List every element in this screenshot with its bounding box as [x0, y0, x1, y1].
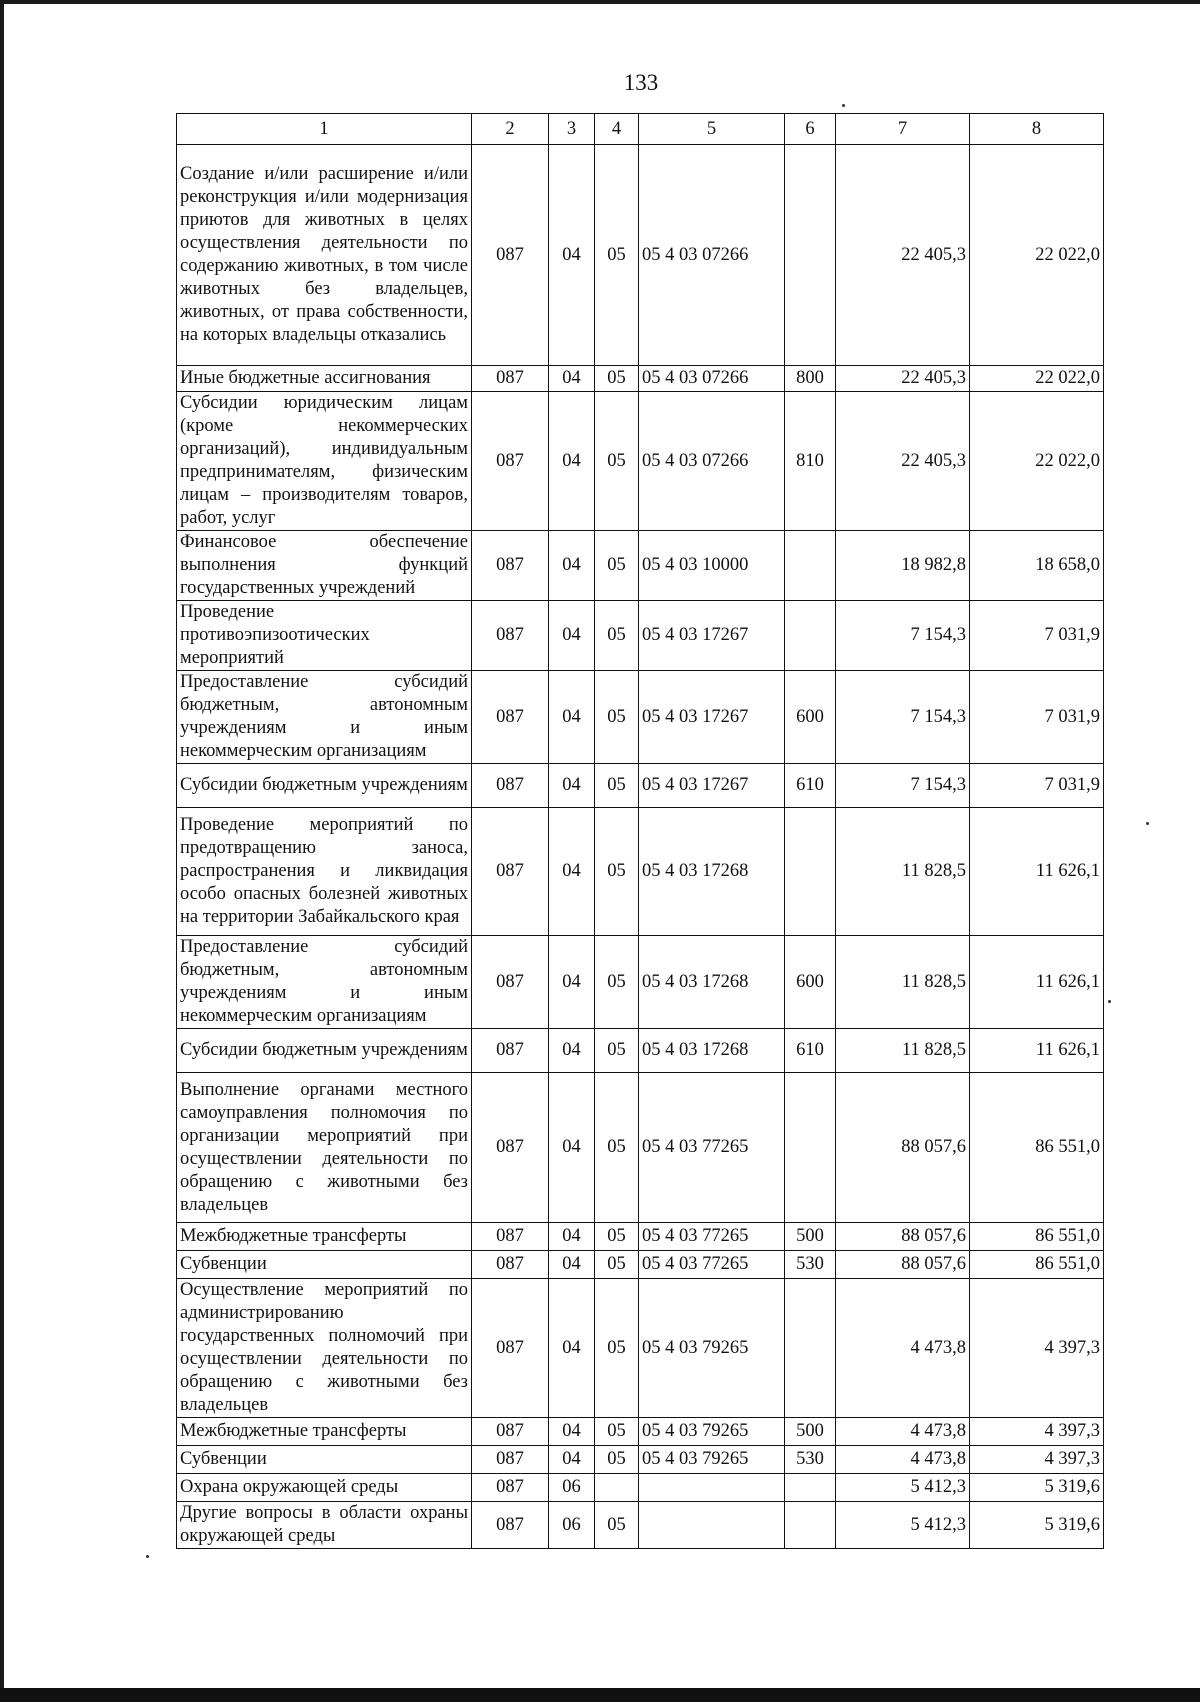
row-subsection-code: 05: [595, 1251, 639, 1279]
table-row: [177, 1279, 1104, 1418]
row-name: Субсидии юридическим лицам (кроме некоммерческих организаций), индивидуальным предпринимателям, физическим лицам – производителям товаров, работ, услуг: [177, 392, 472, 531]
header-cell-5: 5: [639, 114, 785, 145]
row-amount-year2: 11 626,1: [970, 936, 1104, 1029]
row-amount-year2: 18 658,0: [970, 531, 1104, 601]
row-expense-type: [785, 601, 836, 671]
row-amount-year1: 7 154,3: [836, 671, 970, 764]
table-body: [177, 114, 1104, 1549]
row-amount-year2: 7 031,9: [970, 601, 1104, 671]
row-amount-year2: 4 397,3: [970, 1446, 1104, 1474]
row-expense-type: [785, 1073, 836, 1223]
table-row: [177, 366, 1104, 392]
row-target-article: 05 4 03 77265: [639, 1073, 785, 1223]
row-target-article: 05 4 03 17268: [639, 936, 785, 1029]
row-amount-year1: 11 828,5: [836, 936, 970, 1029]
row-subsection-code: 05: [595, 601, 639, 671]
row-expense-type: [785, 808, 836, 936]
row-section-code: 04: [549, 1223, 595, 1251]
table-row: [177, 1251, 1104, 1279]
row-subsection-code: 05: [595, 808, 639, 936]
row-subsection-code: 05: [595, 145, 639, 366]
table-row: [177, 601, 1104, 671]
row-grbs-code: 087: [472, 764, 549, 808]
row-expense-type: 800: [785, 366, 836, 392]
row-section-code: 04: [549, 1418, 595, 1446]
row-name: Субвенции: [177, 1446, 472, 1474]
table-header-row: [177, 114, 1104, 145]
row-expense-type: 810: [785, 392, 836, 531]
row-grbs-code: 087: [472, 1474, 549, 1502]
header-cell-2: 2: [472, 114, 549, 145]
row-amount-year1: 5 412,3: [836, 1474, 970, 1502]
row-subsection-code: 05: [595, 1418, 639, 1446]
row-subsection-code: 05: [595, 1029, 639, 1073]
row-amount-year2: 11 626,1: [970, 808, 1104, 936]
row-expense-type: 500: [785, 1223, 836, 1251]
table-row: [177, 1223, 1104, 1251]
row-expense-type: 530: [785, 1251, 836, 1279]
row-grbs-code: 087: [472, 1223, 549, 1251]
row-grbs-code: 087: [472, 808, 549, 936]
row-expense-type: [785, 1279, 836, 1418]
scan-border-bottom: [0, 1688, 1200, 1702]
row-section-code: 04: [549, 392, 595, 531]
row-subsection-code: 05: [595, 1279, 639, 1418]
scan-speck: [1146, 822, 1149, 825]
row-grbs-code: 087: [472, 1029, 549, 1073]
row-name: Выполнение органами местного самоуправления полномочия по организации мероприятий при осуществлении деятельности по обращению с животными без владельцев: [177, 1073, 472, 1223]
scan-speck: [1108, 1000, 1111, 1003]
row-expense-type: 610: [785, 1029, 836, 1073]
row-section-code: 04: [549, 764, 595, 808]
row-name: Иные бюджетные ассигнования: [177, 366, 472, 392]
row-subsection-code: 05: [595, 1446, 639, 1474]
row-name: Другие вопросы в области охраны окружающей среды: [177, 1502, 472, 1549]
header-cell-1: 1: [177, 114, 472, 145]
row-name: Финансовое обеспечение выполнения функций государственных учреждений: [177, 531, 472, 601]
row-grbs-code: 087: [472, 671, 549, 764]
row-section-code: 04: [549, 936, 595, 1029]
row-name: Проведение противоэпизоотических мероприятий: [177, 601, 472, 671]
row-target-article: 05 4 03 77265: [639, 1251, 785, 1279]
row-section-code: 04: [549, 145, 595, 366]
row-subsection-code: 05: [595, 366, 639, 392]
scan-speck: [842, 104, 845, 107]
row-expense-type: 530: [785, 1446, 836, 1474]
budget-table: [176, 113, 1104, 1549]
row-section-code: 04: [549, 1029, 595, 1073]
row-section-code: 04: [549, 1073, 595, 1223]
row-amount-year1: 22 405,3: [836, 392, 970, 531]
row-subsection-code: 05: [595, 1502, 639, 1549]
table-row: [177, 764, 1104, 808]
table-row: [177, 1029, 1104, 1073]
header-cell-7: 7: [836, 114, 970, 145]
scan-speck: [146, 1555, 149, 1558]
row-grbs-code: 087: [472, 936, 549, 1029]
row-target-article: 05 4 03 10000: [639, 531, 785, 601]
row-grbs-code: 087: [472, 1502, 549, 1549]
row-target-article: 05 4 03 17267: [639, 601, 785, 671]
page-number: 133: [623, 70, 659, 95]
row-target-article: 05 4 03 79265: [639, 1279, 785, 1418]
row-name: Субсидии бюджетным учреждениям: [177, 1029, 472, 1073]
row-subsection-code: 05: [595, 392, 639, 531]
row-amount-year1: 11 828,5: [836, 1029, 970, 1073]
scan-border-left: [0, 0, 4, 1702]
row-expense-type: [785, 1474, 836, 1502]
row-grbs-code: 087: [472, 1251, 549, 1279]
row-amount-year1: 4 473,8: [836, 1279, 970, 1418]
row-subsection-code: 05: [595, 764, 639, 808]
row-amount-year1: 11 828,5: [836, 808, 970, 936]
row-amount-year2: 5 319,6: [970, 1502, 1104, 1549]
table-row: [177, 392, 1104, 531]
row-subsection-code: 05: [595, 531, 639, 601]
row-name: Проведение мероприятий по предотвращению заноса, распространения и ликвидация особо опасных болезней животных на территории Забайкальского края: [177, 808, 472, 936]
row-expense-type: [785, 1502, 836, 1549]
row-section-code: 04: [549, 671, 595, 764]
row-expense-type: 500: [785, 1418, 836, 1446]
row-expense-type: [785, 145, 836, 366]
row-target-article: [639, 1502, 785, 1549]
row-name: Создание и/или расширение и/или реконструкция и/или модернизация приютов для животных в целях осуществления деятельности по содержанию животных, в том числе животных без владельцев, животных, от права собственности, на которых владельцы отказались: [177, 145, 472, 366]
table-row: [177, 1502, 1104, 1549]
row-amount-year1: 18 982,8: [836, 531, 970, 601]
row-name: Межбюджетные трансферты: [177, 1223, 472, 1251]
row-name: Субвенции: [177, 1251, 472, 1279]
row-amount-year1: 7 154,3: [836, 764, 970, 808]
row-subsection-code: 05: [595, 936, 639, 1029]
scan-border-top: [0, 0, 1200, 4]
header-cell-4: 4: [595, 114, 639, 145]
row-grbs-code: 087: [472, 1446, 549, 1474]
row-expense-type: [785, 531, 836, 601]
row-name: Межбюджетные трансферты: [177, 1418, 472, 1446]
table-row: [177, 936, 1104, 1029]
table-row: [177, 1446, 1104, 1474]
row-amount-year2: 4 397,3: [970, 1279, 1104, 1418]
row-target-article: [639, 1474, 785, 1502]
row-amount-year1: 88 057,6: [836, 1251, 970, 1279]
row-section-code: 06: [549, 1474, 595, 1502]
row-grbs-code: 087: [472, 366, 549, 392]
row-subsection-code: 05: [595, 1223, 639, 1251]
row-subsection-code: [595, 1474, 639, 1502]
row-amount-year1: 5 412,3: [836, 1502, 970, 1549]
table-row: [177, 808, 1104, 936]
row-expense-type: 610: [785, 764, 836, 808]
row-name: Предоставление субсидий бюджетным, автономным учреждениям и иным некоммерческим организациям: [177, 936, 472, 1029]
row-amount-year2: 11 626,1: [970, 1029, 1104, 1073]
row-section-code: 04: [549, 531, 595, 601]
row-name: Охрана окружающей среды: [177, 1474, 472, 1502]
row-target-article: 05 4 03 07266: [639, 366, 785, 392]
row-name: Осуществление мероприятий по администрированию государственных полномочий при осуществлении деятельности по обращению с животными без владельцев: [177, 1279, 472, 1418]
row-grbs-code: 087: [472, 1279, 549, 1418]
row-amount-year2: 22 022,0: [970, 366, 1104, 392]
row-amount-year2: 7 031,9: [970, 671, 1104, 764]
row-section-code: 04: [549, 1251, 595, 1279]
row-target-article: 05 4 03 17268: [639, 808, 785, 936]
row-amount-year2: 86 551,0: [970, 1223, 1104, 1251]
row-target-article: 05 4 03 17267: [639, 764, 785, 808]
row-section-code: 04: [549, 1279, 595, 1418]
row-amount-year2: 22 022,0: [970, 392, 1104, 531]
row-target-article: 05 4 03 17268: [639, 1029, 785, 1073]
row-amount-year1: 88 057,6: [836, 1223, 970, 1251]
row-name: Субсидии бюджетным учреждениям: [177, 764, 472, 808]
row-grbs-code: 087: [472, 1073, 549, 1223]
row-grbs-code: 087: [472, 531, 549, 601]
row-amount-year2: 22 022,0: [970, 145, 1104, 366]
header-cell-3: 3: [549, 114, 595, 145]
row-amount-year2: 5 319,6: [970, 1474, 1104, 1502]
row-section-code: 06: [549, 1502, 595, 1549]
row-target-article: 05 4 03 77265: [639, 1223, 785, 1251]
table-row: [177, 145, 1104, 366]
row-subsection-code: 05: [595, 1073, 639, 1223]
row-target-article: 05 4 03 79265: [639, 1418, 785, 1446]
header-cell-6: 6: [785, 114, 836, 145]
row-subsection-code: 05: [595, 671, 639, 764]
row-section-code: 04: [549, 601, 595, 671]
row-section-code: 04: [549, 366, 595, 392]
table-row: [177, 1474, 1104, 1502]
row-amount-year2: 86 551,0: [970, 1251, 1104, 1279]
header-cell-8: 8: [970, 114, 1104, 145]
row-target-article: 05 4 03 17267: [639, 671, 785, 764]
row-amount-year1: 88 057,6: [836, 1073, 970, 1223]
row-amount-year1: 22 405,3: [836, 145, 970, 366]
row-section-code: 04: [549, 1446, 595, 1474]
row-target-article: 05 4 03 79265: [639, 1446, 785, 1474]
table-row: [177, 531, 1104, 601]
row-expense-type: 600: [785, 671, 836, 764]
row-amount-year1: 4 473,8: [836, 1418, 970, 1446]
row-amount-year2: 7 031,9: [970, 764, 1104, 808]
row-target-article: 05 4 03 07266: [639, 392, 785, 531]
table-row: [177, 1418, 1104, 1446]
row-name: Предоставление субсидий бюджетным, автономным учреждениям и иным некоммерческим организациям: [177, 671, 472, 764]
table-row: [177, 1073, 1104, 1223]
row-grbs-code: 087: [472, 1418, 549, 1446]
row-target-article: 05 4 03 07266: [639, 145, 785, 366]
row-section-code: 04: [549, 808, 595, 936]
row-amount-year1: 4 473,8: [836, 1446, 970, 1474]
row-amount-year1: 7 154,3: [836, 601, 970, 671]
table-row: [177, 671, 1104, 764]
row-grbs-code: 087: [472, 392, 549, 531]
row-expense-type: 600: [785, 936, 836, 1029]
row-amount-year2: 86 551,0: [970, 1073, 1104, 1223]
row-grbs-code: 087: [472, 601, 549, 671]
row-amount-year2: 4 397,3: [970, 1418, 1104, 1446]
row-amount-year1: 22 405,3: [836, 366, 970, 392]
row-grbs-code: 087: [472, 145, 549, 366]
